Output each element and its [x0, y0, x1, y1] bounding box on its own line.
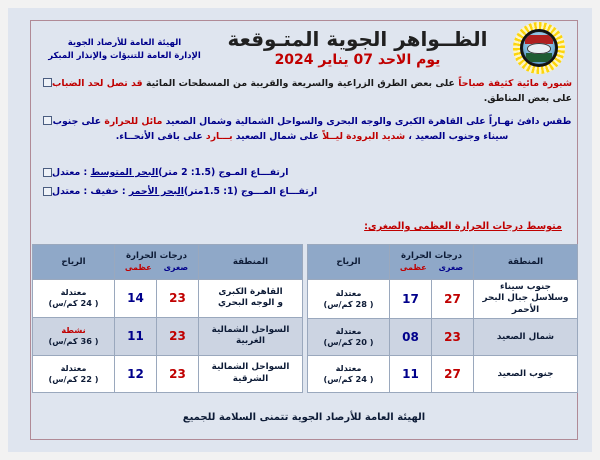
header-temperatures [115, 245, 199, 280]
temp-seg-2: مائل للحرارة [104, 115, 163, 127]
cell-wind [33, 280, 115, 318]
region-line-1: جنوب الصعيد [497, 368, 554, 379]
cell-wind [308, 356, 390, 393]
header-temperatures [390, 245, 474, 280]
fog-rest-a: على بعض الطرق الزراعية والسريعة والقريبة من المسطحات المائية [142, 78, 459, 89]
region-line-1: شمال الصعيد [496, 331, 555, 342]
mediterranean-label [52, 167, 158, 178]
wind-description: معتدلة [335, 326, 362, 337]
region-line-2: وسلاسل جبال البحر الأحمر [482, 293, 569, 315]
cell-min-temp: 14 [115, 280, 157, 318]
table-row [308, 356, 578, 393]
cell-min-temp: 11 [390, 356, 432, 393]
header-wind: الرياح [308, 245, 390, 280]
wind-speed: ( 22 كم/س) [48, 373, 99, 384]
checkbox-icon [43, 116, 52, 125]
forecast-card [8, 8, 592, 452]
cell-region [474, 356, 578, 393]
cell-min-temp: 12 [115, 355, 157, 393]
header-max: عظمى [399, 262, 427, 272]
redsea-wave-height: ارتفـــاع المـــوج (1: 1.5متر) [183, 186, 318, 197]
fog-highlight: شبورة مائية كثيفة صباحاً [458, 78, 572, 89]
cell-max-temp: 23 [157, 317, 199, 355]
header-region: المنطقة [199, 245, 303, 280]
cell-max-temp: 27 [432, 356, 474, 393]
page-title: الظــواهر الجوية المتـوقعة [227, 27, 488, 51]
wind-description: معتدلة [335, 288, 362, 299]
wind-description: معتدلة [335, 363, 362, 374]
checkbox-icon [43, 78, 52, 87]
mediterranean-state: : معتدل [52, 167, 91, 178]
title-block [217, 28, 502, 68]
region-line-2: و الوجه البحري [218, 298, 283, 309]
region-line-1: جنوب سيناء [500, 282, 551, 292]
checkbox-icon [43, 187, 52, 196]
fog-highlight-b: قد تصل لحد الضباب [52, 78, 143, 89]
temperature-table-right [32, 244, 303, 393]
wind-description: نشطة [61, 325, 86, 336]
temp-seg-1: طقس دافئ نهـاراً على القاهرة الكبرى والوجه البحرى والسواحل الشمالية وشمال الصعيد [162, 115, 572, 127]
sea-row-mediterranean [38, 167, 572, 178]
eagle-icon [527, 43, 551, 54]
temperature-section-heading: متوسط درجات الحرارة العظمى والصغرى: [364, 221, 562, 232]
table-header-row [33, 245, 303, 280]
cell-wind [308, 280, 390, 319]
temp-seg-5: على شمال الصعيد [232, 130, 323, 142]
checkbox-icon [43, 168, 52, 177]
cell-wind [308, 319, 390, 356]
mediterranean-name: البحر المتوسط [90, 167, 159, 178]
header-temps-label: درجات الحرارة [400, 251, 463, 262]
wind-speed: ( 28 كم/س) [323, 299, 374, 310]
header-min: صغرى [438, 262, 464, 272]
temperature-tables [32, 244, 576, 393]
sea-row-redsea [38, 186, 572, 197]
agency-line-1: الهيئة العامة للأرصاد الجوية [67, 37, 182, 48]
fog-rest-b: على بعض المناطق. [483, 93, 572, 105]
logo-container [502, 22, 576, 74]
wind-description: معتدلة [60, 362, 87, 373]
table-right-body [33, 280, 303, 393]
agency-names [32, 33, 217, 63]
sea-conditions [38, 167, 572, 205]
wind-speed: ( 24 كم/س) [323, 374, 374, 385]
agency-line-2: الإدارة العامة للتنبؤات والإنذار المبكر [48, 51, 201, 61]
mediterranean-wave-height: ارتفـــاع المـوج (1.5: 2 متر) [158, 167, 289, 178]
wind-speed: ( 20 كم/س) [323, 337, 374, 348]
region-line-1: السواحل الشمالية الغربية [211, 324, 290, 347]
redsea-state: : خفيف : معتدل [52, 186, 129, 197]
header-wind: الرياح [33, 245, 115, 280]
table-header-row [308, 245, 578, 280]
cell-region [199, 317, 303, 355]
redsea-name: البحر الأحمر [128, 186, 184, 197]
table-row [308, 280, 578, 319]
table-row [33, 317, 303, 355]
table-row [33, 355, 303, 393]
cell-min-temp: 11 [115, 317, 157, 355]
footer-message: الهيئة العامة للأرصاد الجوية تتمنى السلامة للجميع [182, 412, 426, 423]
header-max: عظمى [124, 262, 152, 272]
temp-seg-7: على باقى الأنحــاء. [115, 130, 206, 142]
header-min: صغرى [163, 262, 189, 272]
region-line-1: السواحل الشمالية الشرقية [211, 362, 290, 384]
cell-wind [33, 355, 115, 393]
header [32, 22, 576, 74]
cell-region [474, 280, 578, 319]
forecast-date: يوم الاحد 07 يناير 2024 [274, 52, 441, 68]
cell-max-temp: 27 [432, 280, 474, 319]
temp-seg-3: على جنوب سيناء وجنوب الصعيد ، [52, 115, 509, 142]
table-row [33, 280, 303, 318]
header-region: المنطقة [474, 245, 578, 280]
bullet-temperature-forecast [38, 114, 572, 145]
temp-seg-6: بـــارد [205, 130, 233, 142]
bullet-temperature-text [52, 114, 572, 145]
cell-max-temp: 23 [157, 355, 199, 393]
bullet-fog-forecast [38, 76, 572, 107]
region-line-1: القاهرة الكبرى [218, 286, 283, 297]
wind-description: معتدلة [60, 287, 87, 298]
cell-max-temp: 23 [157, 280, 199, 318]
temperature-table-left [307, 244, 578, 393]
bullet-fog-text [52, 76, 572, 107]
cell-region [474, 319, 578, 356]
cell-region [199, 280, 303, 318]
wind-speed: ( 36 كم/س) [48, 336, 99, 347]
temp-seg-4: شديد البرودة ليــلاً [322, 130, 406, 142]
cell-max-temp: 23 [432, 319, 474, 356]
redsea-label [52, 186, 184, 197]
header-temps-label: درجات الحرارة [125, 251, 188, 262]
weather-authority-logo-icon [513, 22, 565, 74]
cell-wind [33, 317, 115, 355]
wind-speed: ( 24 كم/س) [48, 298, 99, 309]
table-row [308, 319, 578, 356]
table-left-body [308, 280, 578, 393]
cell-min-temp: 08 [390, 319, 432, 356]
cell-min-temp: 17 [390, 280, 432, 319]
cell-region [199, 355, 303, 393]
forecast-bullets [38, 76, 572, 151]
